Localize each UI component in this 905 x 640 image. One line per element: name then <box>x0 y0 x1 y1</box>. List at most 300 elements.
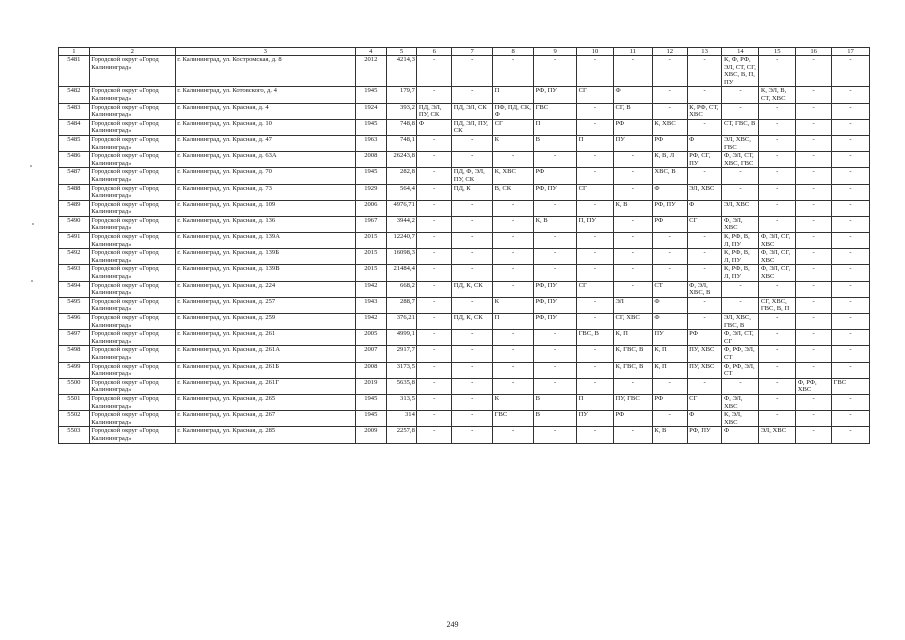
municipality-cell: Городской округ «Город Калининград» <box>89 103 175 119</box>
column-header-1: 1 <box>59 48 90 56</box>
col-6-cell: - <box>417 152 452 168</box>
col-6-cell: - <box>417 297 452 313</box>
col-15-cell: - <box>759 119 796 135</box>
row-number-cell: 5493 <box>59 265 90 281</box>
area-cell: 3944,2 <box>386 216 417 232</box>
col-6-cell: - <box>417 200 452 216</box>
col-9-cell: РФ, ПУ <box>534 314 577 330</box>
scan-speck <box>32 223 34 225</box>
area-cell: 2917,7 <box>386 346 417 362</box>
year-built-cell: 2007 <box>355 346 386 362</box>
col-9-cell: - <box>534 152 577 168</box>
row-number-cell: 5491 <box>59 233 90 249</box>
address-cell: г. Калининград, ул. Красная, д. 139Б <box>175 249 355 265</box>
col-13-cell: Ф <box>687 200 722 216</box>
col-13-cell: - <box>687 87 722 103</box>
column-header-13: 13 <box>687 48 722 56</box>
year-built-cell: 2008 <box>355 152 386 168</box>
col-12-cell: - <box>652 87 687 103</box>
col-7-cell: - <box>452 265 493 281</box>
column-header-3: 3 <box>175 48 355 56</box>
col-7-cell: ПД, К, СК <box>452 281 493 297</box>
col-17-cell: - <box>832 394 870 410</box>
municipality-cell: Городской округ «Город Калининград» <box>89 427 175 443</box>
col-8-cell: - <box>493 265 534 281</box>
col-12-cell: ХВС, В <box>652 168 687 184</box>
year-built-cell: 2005 <box>355 330 386 346</box>
col-14-cell: К, РФ, В, Л, ПУ <box>722 249 759 265</box>
col-15-cell: Ф, ЭЛ, СГ, ХВС <box>759 265 796 281</box>
table-row <box>59 200 870 216</box>
row-number-cell: 5503 <box>59 427 90 443</box>
table-row <box>59 330 870 346</box>
table-row <box>59 346 870 362</box>
year-built-cell: 2008 <box>355 362 386 378</box>
address-cell: г. Калининград, ул. Красная, д. 47 <box>175 135 355 151</box>
col-7-cell: - <box>452 411 493 427</box>
row-number-cell: 5497 <box>59 330 90 346</box>
col-11-cell: ПУ, ГВС <box>613 394 652 410</box>
table-row <box>59 314 870 330</box>
col-12-cell: РФ <box>652 135 687 151</box>
table-row <box>59 216 870 232</box>
col-10-cell: - <box>577 56 614 87</box>
col-8-cell: СГ <box>493 119 534 135</box>
table-row <box>59 135 870 151</box>
col-7-cell: - <box>452 200 493 216</box>
col-17-cell: - <box>832 87 870 103</box>
col-14-cell: - <box>722 184 759 200</box>
col-14-cell: - <box>722 168 759 184</box>
col-14-cell: - <box>722 87 759 103</box>
col-9-cell: ГВС <box>534 103 577 119</box>
col-15-cell: - <box>759 281 796 297</box>
col-17-cell: - <box>832 135 870 151</box>
col-8-cell: В, СК <box>493 184 534 200</box>
col-9-cell: - <box>534 330 577 346</box>
col-17-cell: - <box>832 265 870 281</box>
column-header-15: 15 <box>759 48 796 56</box>
col-14-cell: ЭЛ, ХВС, ГВС <box>722 135 759 151</box>
col-16-cell: - <box>796 56 832 87</box>
col-14-cell: К, Ф, РФ, ЭЛ, СТ, СГ, ХВС, В, П, ПУ <box>722 56 759 87</box>
col-12-cell: К, В <box>652 427 687 443</box>
col-11-cell: - <box>613 216 652 232</box>
col-12-cell: Ф <box>652 297 687 313</box>
municipality-cell: Городской округ «Город Калининград» <box>89 249 175 265</box>
municipality-cell: Городской округ «Город Калининград» <box>89 411 175 427</box>
area-cell: 5635,8 <box>386 378 417 394</box>
col-7-cell: - <box>452 297 493 313</box>
municipality-cell: Городской округ «Город Калининград» <box>89 119 175 135</box>
col-12-cell: - <box>652 233 687 249</box>
municipality-cell: Городской округ «Город Калининград» <box>89 216 175 232</box>
col-6-cell: - <box>417 330 452 346</box>
col-9-cell: - <box>534 362 577 378</box>
col-13-cell: СГ <box>687 394 722 410</box>
address-cell: г. Калининград, ул. Красная, д. 109 <box>175 200 355 216</box>
municipality-cell: Городской округ «Город Калининград» <box>89 56 175 87</box>
col-17-cell: - <box>832 314 870 330</box>
area-cell: 2257,8 <box>386 427 417 443</box>
col-10-cell: СГ <box>577 281 614 297</box>
year-built-cell: 1945 <box>355 411 386 427</box>
col-8-cell: - <box>493 233 534 249</box>
col-16-cell: - <box>796 87 832 103</box>
col-8-cell: - <box>493 378 534 394</box>
col-10-cell: - <box>577 297 614 313</box>
col-6-cell: - <box>417 168 452 184</box>
row-number-cell: 5501 <box>59 394 90 410</box>
col-11-cell: К, ГВС, В <box>613 362 652 378</box>
col-17-cell: - <box>832 56 870 87</box>
row-number-cell: 5494 <box>59 281 90 297</box>
table-row <box>59 249 870 265</box>
year-built-cell: 2015 <box>355 265 386 281</box>
address-cell: г. Калининград, ул. Красная, д. 73 <box>175 184 355 200</box>
col-17-cell: ГВС <box>832 378 870 394</box>
col-17-cell: - <box>832 249 870 265</box>
col-14-cell: Ф, ЭЛ, ХВС <box>722 394 759 410</box>
col-11-cell: ПУ <box>613 135 652 151</box>
col-9-cell: РФ <box>534 168 577 184</box>
col-16-cell: - <box>796 168 832 184</box>
address-cell: г. Калининград, ул. Красная, д. 285 <box>175 427 355 443</box>
row-number-cell: 5495 <box>59 297 90 313</box>
col-13-cell: Ф <box>687 135 722 151</box>
col-17-cell: - <box>832 362 870 378</box>
column-header-9: 9 <box>534 48 577 56</box>
col-17-cell: - <box>832 411 870 427</box>
col-7-cell: - <box>452 56 493 87</box>
col-8-cell: - <box>493 200 534 216</box>
col-8-cell: ПФ, ПД, СК, Ф <box>493 103 534 119</box>
col-10-cell: - <box>577 103 614 119</box>
col-8-cell: П <box>493 314 534 330</box>
col-6-cell: - <box>417 427 452 443</box>
col-13-cell: - <box>687 233 722 249</box>
col-7-cell: ПД, ЭЛ, ПУ, СК <box>452 119 493 135</box>
col-12-cell: - <box>652 411 687 427</box>
col-13-cell: СГ <box>687 216 722 232</box>
col-15-cell: - <box>759 330 796 346</box>
col-10-cell: СГ <box>577 184 614 200</box>
col-14-cell: СТ, ГВС, В <box>722 119 759 135</box>
col-9-cell: РФ, ПУ <box>534 281 577 297</box>
table-row <box>59 378 870 394</box>
table-row <box>59 168 870 184</box>
table-row <box>59 265 870 281</box>
area-cell: 4999,1 <box>386 330 417 346</box>
year-built-cell: 2009 <box>355 427 386 443</box>
area-cell: 21484,4 <box>386 265 417 281</box>
col-12-cell: Ф <box>652 184 687 200</box>
col-13-cell: Ф, ЭЛ, ХВС, В <box>687 281 722 297</box>
col-8-cell: - <box>493 152 534 168</box>
table-row <box>59 394 870 410</box>
col-6-cell: - <box>417 346 452 362</box>
col-7-cell: - <box>452 362 493 378</box>
col-15-cell: - <box>759 135 796 151</box>
col-15-cell: - <box>759 378 796 394</box>
area-cell: 4976,71 <box>386 200 417 216</box>
col-10-cell: - <box>577 249 614 265</box>
year-built-cell: 1945 <box>355 87 386 103</box>
col-7-cell: - <box>452 378 493 394</box>
col-12-cell: - <box>652 103 687 119</box>
row-number-cell: 5487 <box>59 168 90 184</box>
col-15-cell: ЭЛ, ХВС <box>759 427 796 443</box>
year-built-cell: 1924 <box>355 103 386 119</box>
col-6-cell: - <box>417 135 452 151</box>
col-10-cell: П <box>577 394 614 410</box>
header-row <box>59 48 870 56</box>
col-17-cell: - <box>832 103 870 119</box>
col-7-cell: - <box>452 233 493 249</box>
col-15-cell: К, ЭЛ, В, СТ, ХВС <box>759 87 796 103</box>
table-row <box>59 411 870 427</box>
col-10-cell: - <box>577 362 614 378</box>
area-cell: 393,2 <box>386 103 417 119</box>
col-14-cell: К, РФ, В, Л, ПУ <box>722 265 759 281</box>
col-7-cell: ПД, К, СК <box>452 314 493 330</box>
col-12-cell: РФ <box>652 394 687 410</box>
col-12-cell: РФ <box>652 216 687 232</box>
col-7-cell: - <box>452 152 493 168</box>
col-9-cell: К, В <box>534 216 577 232</box>
year-built-cell: 1945 <box>355 168 386 184</box>
col-6-cell: - <box>417 233 452 249</box>
col-15-cell: - <box>759 152 796 168</box>
col-12-cell: - <box>652 56 687 87</box>
col-12-cell: Ф <box>652 314 687 330</box>
column-header-7: 7 <box>452 48 493 56</box>
col-15-cell: - <box>759 56 796 87</box>
row-number-cell: 5482 <box>59 87 90 103</box>
col-6-cell: - <box>417 281 452 297</box>
municipality-cell: Городской округ «Город Калининград» <box>89 184 175 200</box>
col-13-cell: ЭЛ, ХВС <box>687 184 722 200</box>
municipality-cell: Городской округ «Город Калининград» <box>89 168 175 184</box>
col-11-cell: - <box>613 233 652 249</box>
col-9-cell: П <box>534 119 577 135</box>
col-10-cell: - <box>577 233 614 249</box>
area-cell: 3173,5 <box>386 362 417 378</box>
col-7-cell: - <box>452 87 493 103</box>
col-15-cell: - <box>759 168 796 184</box>
col-13-cell: - <box>687 56 722 87</box>
address-cell: г. Калининград, ул. Красная, д. 261Б <box>175 362 355 378</box>
col-16-cell: - <box>796 281 832 297</box>
area-cell: 748,1 <box>386 135 417 151</box>
row-number-cell: 5488 <box>59 184 90 200</box>
col-6-cell: - <box>417 87 452 103</box>
table-row <box>59 87 870 103</box>
col-11-cell: - <box>613 56 652 87</box>
col-15-cell: Ф, ЭЛ, СГ, ХВС <box>759 233 796 249</box>
col-10-cell: ГВС, В <box>577 330 614 346</box>
col-14-cell: К, ЭЛ, ХВС <box>722 411 759 427</box>
col-13-cell: РФ, ПУ <box>687 427 722 443</box>
area-cell: 12240,7 <box>386 233 417 249</box>
col-13-cell: - <box>687 119 722 135</box>
col-16-cell: - <box>796 135 832 151</box>
col-16-cell: - <box>796 297 832 313</box>
year-built-cell: 1942 <box>355 314 386 330</box>
area-cell: 282,8 <box>386 168 417 184</box>
col-17-cell: - <box>832 297 870 313</box>
year-built-cell: 1945 <box>355 119 386 135</box>
col-9-cell: В <box>534 411 577 427</box>
address-cell: г. Калининград, ул. Котовского, д. 4 <box>175 87 355 103</box>
col-10-cell: - <box>577 427 614 443</box>
col-16-cell: - <box>796 346 832 362</box>
col-9-cell: В <box>534 394 577 410</box>
col-10-cell: П, ПУ <box>577 216 614 232</box>
address-cell: г. Калининград, ул. Красная, д. 261 <box>175 330 355 346</box>
col-15-cell: - <box>759 346 796 362</box>
col-10-cell: - <box>577 346 614 362</box>
area-cell: 288,7 <box>386 297 417 313</box>
col-6-cell: ПД, ЭЛ, ПУ, СК <box>417 103 452 119</box>
col-14-cell: - <box>722 297 759 313</box>
col-10-cell: - <box>577 378 614 394</box>
row-number-cell: 5490 <box>59 216 90 232</box>
col-10-cell: П <box>577 135 614 151</box>
year-built-cell: 1963 <box>355 135 386 151</box>
col-8-cell: ГВС <box>493 411 534 427</box>
col-16-cell: - <box>796 103 832 119</box>
col-9-cell: - <box>534 378 577 394</box>
municipality-cell: Городской округ «Город Калининград» <box>89 378 175 394</box>
col-16-cell: - <box>796 314 832 330</box>
column-header-2: 2 <box>89 48 175 56</box>
row-number-cell: 5502 <box>59 411 90 427</box>
address-cell: г. Калининград, ул. Красная, д. 4 <box>175 103 355 119</box>
area-cell: 4214,3 <box>386 56 417 87</box>
col-11-cell: К, В <box>613 200 652 216</box>
col-6-cell: - <box>417 184 452 200</box>
col-16-cell: - <box>796 200 832 216</box>
col-16-cell: - <box>796 411 832 427</box>
area-cell: 179,7 <box>386 87 417 103</box>
row-number-cell: 5500 <box>59 378 90 394</box>
col-11-cell: ЭЛ <box>613 297 652 313</box>
col-17-cell: - <box>832 168 870 184</box>
area-cell: 376,21 <box>386 314 417 330</box>
col-9-cell: - <box>534 200 577 216</box>
col-7-cell: - <box>452 427 493 443</box>
col-13-cell: РФ <box>687 330 722 346</box>
col-16-cell: Ф, РФ, ХВС <box>796 378 832 394</box>
row-number-cell: 5485 <box>59 135 90 151</box>
col-15-cell: - <box>759 394 796 410</box>
col-13-cell: - <box>687 168 722 184</box>
col-12-cell: РФ, ПУ <box>652 200 687 216</box>
col-9-cell: - <box>534 56 577 87</box>
col-16-cell: - <box>796 265 832 281</box>
table-row <box>59 362 870 378</box>
col-17-cell: - <box>832 281 870 297</box>
municipality-cell: Городской округ «Город Калининград» <box>89 346 175 362</box>
col-11-cell: - <box>613 152 652 168</box>
col-13-cell: ПУ, ХВС <box>687 362 722 378</box>
municipality-cell: Городской округ «Город Калининград» <box>89 265 175 281</box>
col-8-cell: К <box>493 297 534 313</box>
col-6-cell: - <box>417 411 452 427</box>
col-14-cell: Ф, РФ, ЭЛ, СТ <box>722 362 759 378</box>
col-11-cell: К, ГВС, В <box>613 346 652 362</box>
municipality-cell: Городской округ «Город Калининград» <box>89 152 175 168</box>
col-8-cell: - <box>493 56 534 87</box>
col-15-cell: - <box>759 314 796 330</box>
col-10-cell: - <box>577 119 614 135</box>
year-built-cell: 2015 <box>355 249 386 265</box>
municipality-cell: Городской округ «Город Калининград» <box>89 87 175 103</box>
col-12-cell: ПУ <box>652 330 687 346</box>
municipality-cell: Городской округ «Город Калининград» <box>89 330 175 346</box>
col-16-cell: - <box>796 427 832 443</box>
col-11-cell: - <box>613 281 652 297</box>
col-6-cell: - <box>417 378 452 394</box>
col-17-cell: - <box>832 216 870 232</box>
col-11-cell: РФ <box>613 119 652 135</box>
scan-speck <box>31 280 33 282</box>
col-9-cell: - <box>534 249 577 265</box>
col-14-cell: ЭЛ, ХВС <box>722 200 759 216</box>
column-header-4: 4 <box>355 48 386 56</box>
table-row <box>59 103 870 119</box>
col-16-cell: - <box>796 152 832 168</box>
year-built-cell: 2015 <box>355 233 386 249</box>
table-row <box>59 427 870 443</box>
col-9-cell: РФ, ПУ <box>534 87 577 103</box>
table-row <box>59 119 870 135</box>
col-16-cell: - <box>796 394 832 410</box>
address-cell: г. Калининград, ул. Красная, д. 136 <box>175 216 355 232</box>
area-cell: 748,8 <box>386 119 417 135</box>
column-header-12: 12 <box>652 48 687 56</box>
area-cell: 313,5 <box>386 394 417 410</box>
area-cell: 668,2 <box>386 281 417 297</box>
col-11-cell: РФ <box>613 411 652 427</box>
col-16-cell: - <box>796 233 832 249</box>
col-16-cell: - <box>796 184 832 200</box>
year-built-cell: 1967 <box>355 216 386 232</box>
col-12-cell: К, ХВС <box>652 119 687 135</box>
col-11-cell: - <box>613 427 652 443</box>
year-built-cell: 2012 <box>355 56 386 87</box>
table-row <box>59 184 870 200</box>
col-6-cell: - <box>417 314 452 330</box>
address-cell: г. Калининград, ул. Красная, д. 70 <box>175 168 355 184</box>
col-8-cell: - <box>493 330 534 346</box>
col-14-cell: Ф <box>722 427 759 443</box>
column-header-11: 11 <box>613 48 652 56</box>
col-9-cell: РФ, ПУ <box>534 297 577 313</box>
col-12-cell: - <box>652 378 687 394</box>
col-11-cell: - <box>613 184 652 200</box>
row-number-cell: 5484 <box>59 119 90 135</box>
col-8-cell: - <box>493 427 534 443</box>
col-14-cell: ЭЛ, ХВС, ГВС, В <box>722 314 759 330</box>
address-cell: г. Калининград, ул. Красная, д. 63А <box>175 152 355 168</box>
address-cell: г. Калининград, ул. Красная, д. 267 <box>175 411 355 427</box>
municipality-cell: Городской округ «Город Калининград» <box>89 314 175 330</box>
col-11-cell: СГ, ХВС <box>613 314 652 330</box>
col-7-cell: - <box>452 346 493 362</box>
col-12-cell: К, П <box>652 362 687 378</box>
